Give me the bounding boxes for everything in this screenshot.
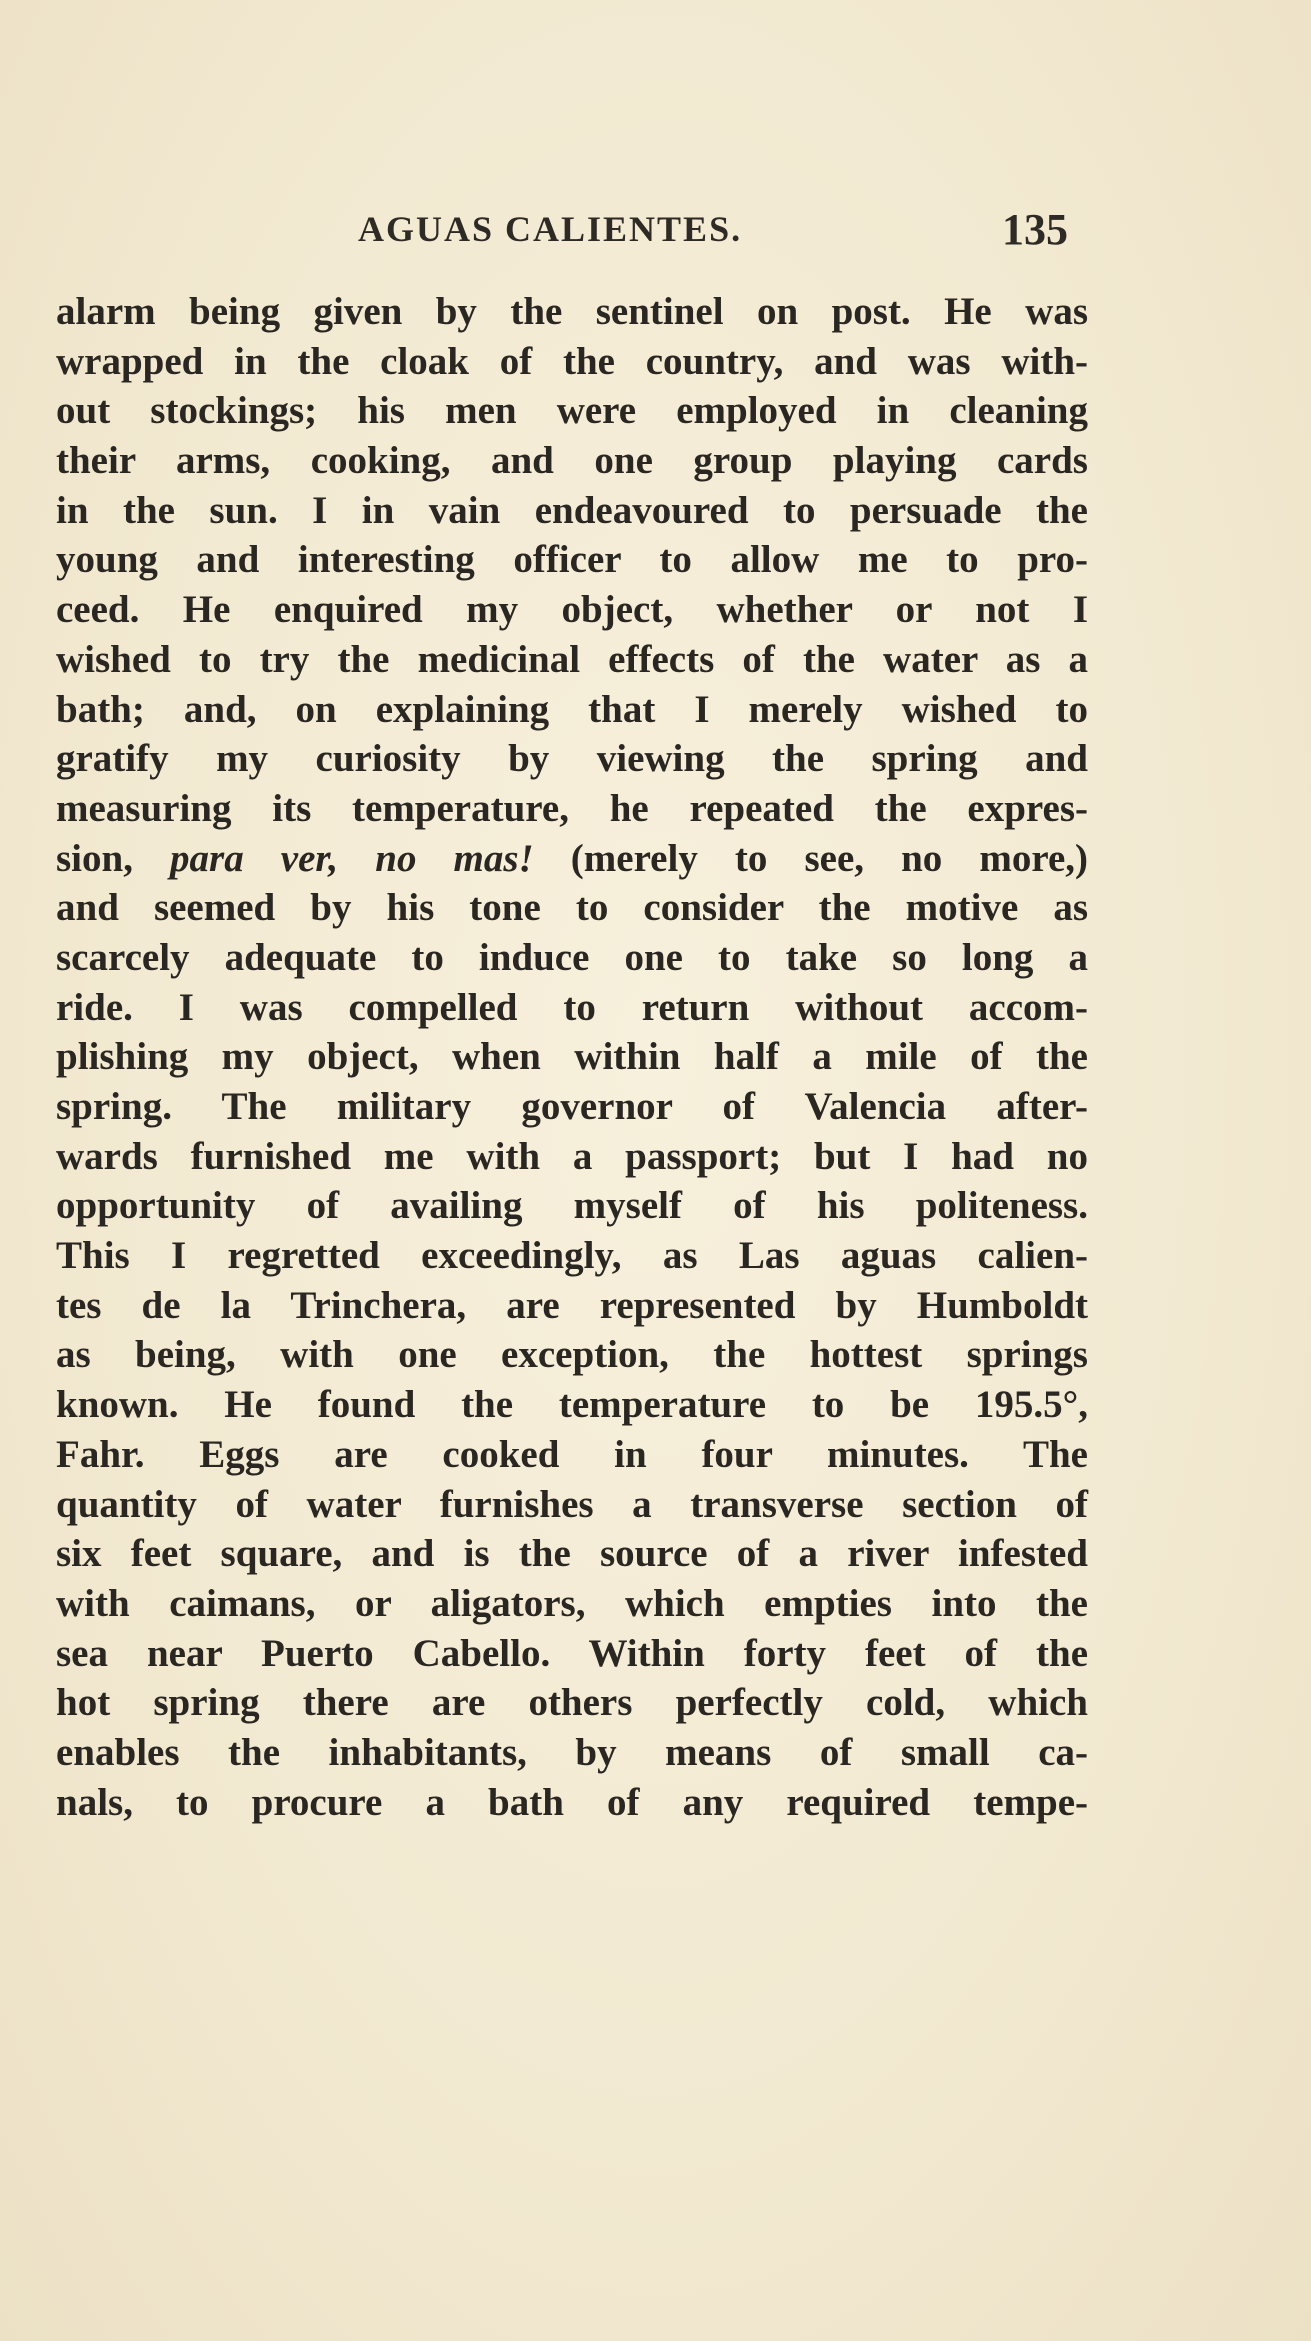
text-line: six feet square, and is the source of a river infested bbox=[56, 1532, 1088, 1576]
page-number: 135 bbox=[1002, 205, 1068, 254]
body-text bbox=[56, 287, 1088, 1827]
text-line: hot spring there are others perfectly cold, which bbox=[56, 1681, 1088, 1725]
text-line: measuring its temperature, he repeated the expres- bbox=[56, 786, 1088, 830]
text-run: sion, bbox=[56, 836, 171, 880]
text-line: alarm being given by the sentinel on post. He was bbox=[56, 290, 1088, 333]
text-line: Fahr. Eggs are cooked in four minutes. The bbox=[56, 1432, 1088, 1476]
text-line: spring. The military governor of Valencia after- bbox=[56, 1085, 1088, 1128]
text-line: scarcely adequate to induce one to take so long a bbox=[56, 935, 1088, 979]
text-line: sea near Puerto Cabello. Within forty feet of the bbox=[56, 1631, 1088, 1675]
text-line: plishing my object, when within half a mile of the bbox=[56, 1035, 1088, 1079]
text-line: as being, with one exception, the hottest springs bbox=[56, 1333, 1088, 1377]
running-head-title: AGUAS CALIENTES. bbox=[358, 209, 743, 249]
text-line: gratify my curiosity by viewing the spring and bbox=[56, 737, 1088, 781]
text-line: and seemed by his tone to consider the motive as bbox=[56, 886, 1088, 930]
text-line: ride. I was compelled to return without accom- bbox=[56, 985, 1088, 1029]
text-line: tes de la Trinchera, are represented by Humboldt bbox=[56, 1283, 1088, 1327]
text-line: ceed. He enquired my object, whether or not I bbox=[56, 588, 1088, 632]
text-line: opportunity of availing myself of his politeness. bbox=[56, 1184, 1088, 1228]
italic-phrase: para ver, no mas! bbox=[170, 836, 534, 880]
text-line: wards furnished me with a passport; but I had no bbox=[56, 1134, 1088, 1178]
text-line: bath; and, on explaining that I merely wished to bbox=[56, 687, 1088, 731]
text-line: their arms, cooking, and one group playing cards bbox=[56, 439, 1088, 483]
text-line: young and interesting officer to allow me to pro- bbox=[56, 538, 1088, 582]
text-line: wrapped in the cloak of the country, and was with- bbox=[56, 339, 1088, 383]
text-line: with caimans, or aligators, which empties into the bbox=[56, 1581, 1088, 1625]
text-line-with-italic bbox=[56, 834, 1088, 884]
text-line: out stockings; his men were employed in cleaning bbox=[56, 389, 1088, 433]
text-run: (merely to see, no more,) bbox=[533, 836, 1089, 880]
text-line: This I regretted exceedingly, as Las aguas calien- bbox=[56, 1234, 1088, 1278]
running-head bbox=[358, 205, 1068, 256]
text-line: wished to try the medicinal effects of the water as a bbox=[56, 637, 1088, 681]
text-line: nals, to procure a bath of any required tempe- bbox=[56, 1780, 1088, 1824]
text-line: known. He found the temperature to be 195.5°, bbox=[56, 1383, 1088, 1427]
text-line: quantity of water furnishes a transverse section of bbox=[56, 1482, 1088, 1526]
text-line: in the sun. I in vain endeavoured to persuade the bbox=[56, 488, 1088, 532]
text-line: enables the inhabitants, by means of small ca- bbox=[56, 1730, 1088, 1774]
